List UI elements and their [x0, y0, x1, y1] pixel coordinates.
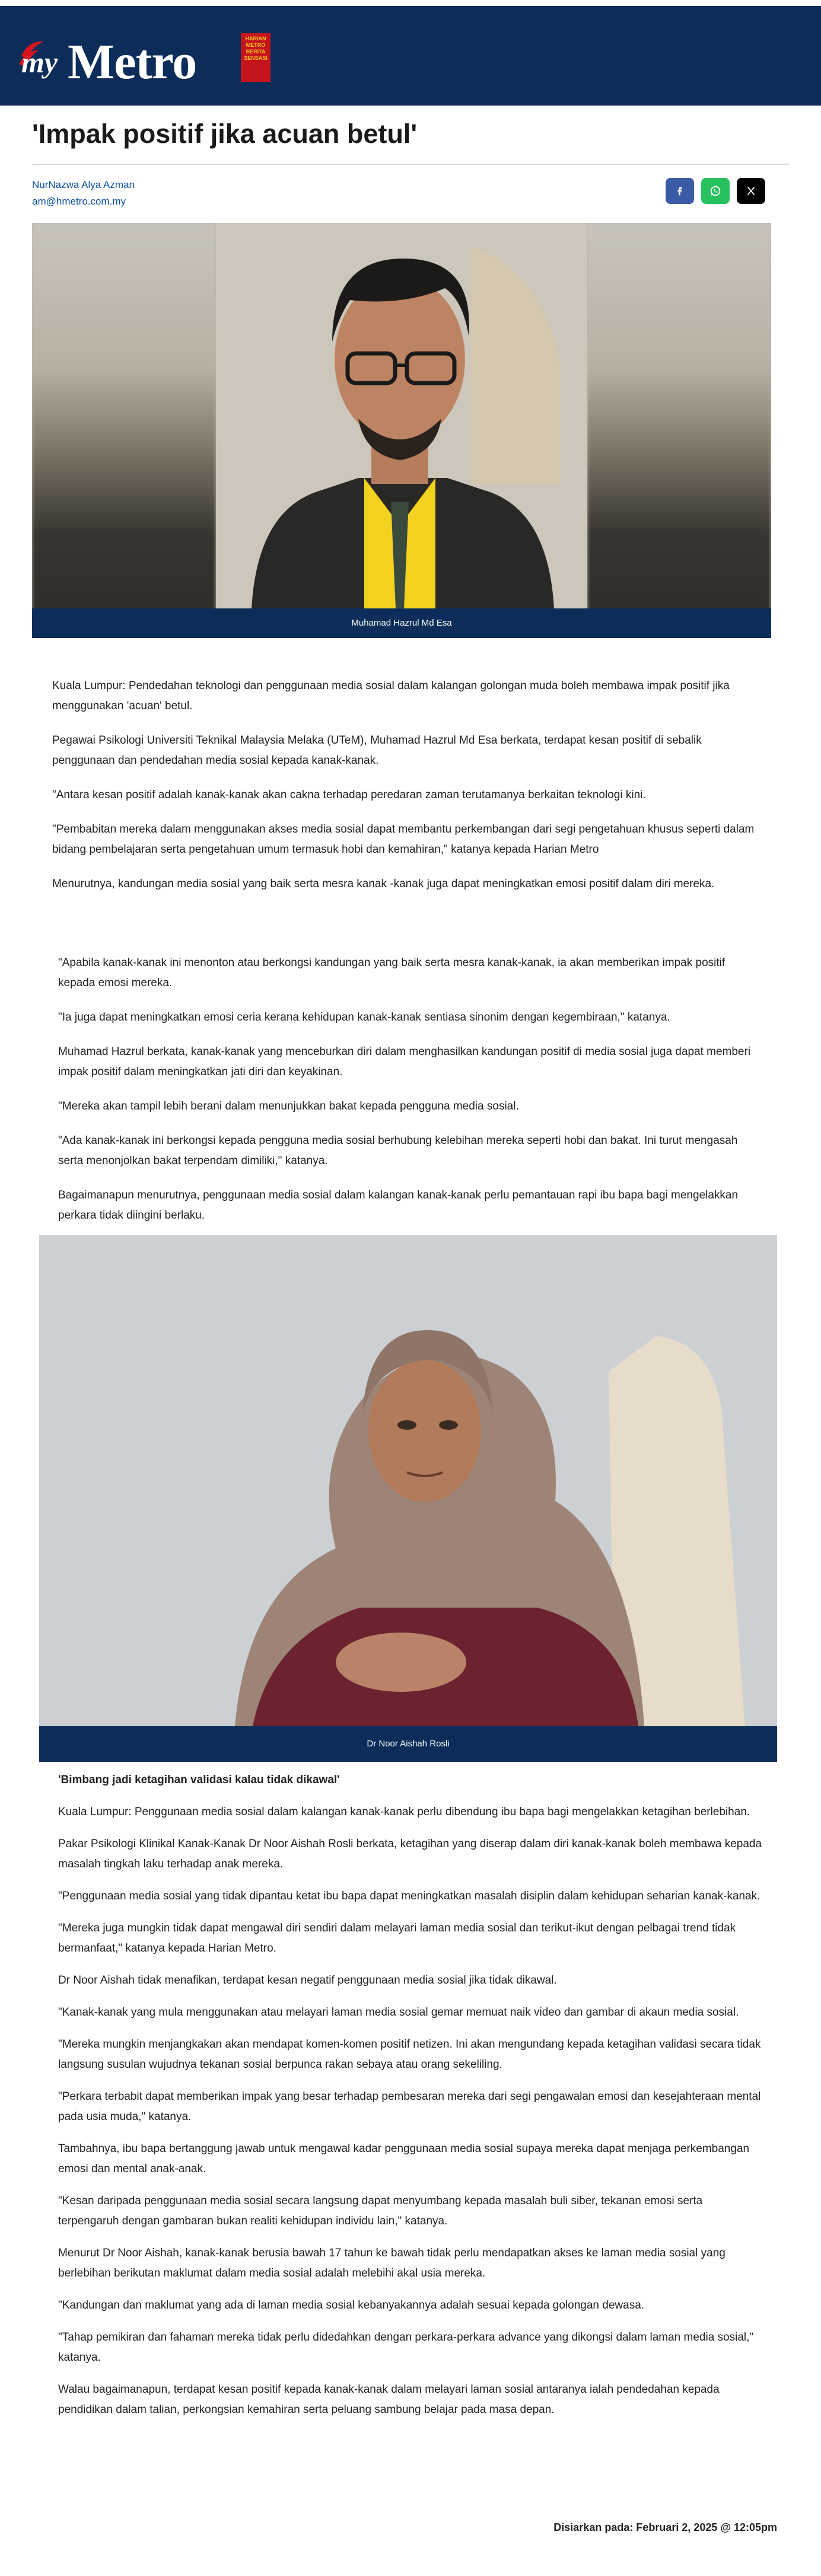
article-paragraph: "Kandungan dan maklumat yang ada di laman media sosial kebanyakannya adalah sesuai kepada golongan dewasa. [58, 2299, 645, 2312]
photo-caption: Dr Noor Aishah Rosli [39, 1726, 777, 1762]
author-link[interactable]: NurNazwa Alya Azman [32, 179, 135, 190]
article-paragraph: "Kanak-kanak yang mula menggunakan atau melayari laman media sosial gemar memuat naik video dan gambar di akaun media sosial. [58, 2006, 739, 2019]
facebook-icon [673, 184, 686, 197]
site-header [0, 6, 821, 106]
article-body-section-1 [52, 676, 758, 908]
article-paragraph: Kuala Lumpur: Penggunaan media sosial dalam kalangan kanak-kanak perlu dibendung ibu bapa bagi mengelakkan ketagihan berlebihan. [58, 1806, 750, 1818]
article-paragraph: Menurutnya, kandungan media sosial yang baik serta mesra kanak -kanak juga dapat meningkatkan emosi positif dalam diri mereka. [52, 878, 715, 890]
whatsapp-icon [709, 184, 722, 197]
site-logo[interactable] [21, 33, 271, 93]
article-body-section-3 [58, 1770, 764, 2432]
logo-metro-text: Metro [68, 34, 197, 90]
article-paragraph: "Kesan daripada penggunaan media sosial secara langsung dapat menyumbang kepada masalah buli siber, tekanan emosi serta terpengaruh dengan gambaran bukan realiti kehidupan individu lain," katanya. [58, 2195, 703, 2227]
logo-badge-line: SENSASI [244, 55, 268, 61]
article-paragraph: Menurut Dr Noor Aishah, kanak-kanak berusia bawah 17 tahun ke bawah tidak perlu mendapatkan akses ke laman media sosial yang berlebihan berikutan maklumat dalam media sosial adalah melebihi akal usia mereka. [58, 2247, 725, 2279]
logo-my-text: my [21, 46, 58, 79]
article-body-section-2 [58, 953, 764, 1240]
article-paragraph: "Ia juga dapat meningkatkan emosi ceria kerana kehidupan kanak-kanak sentiasa sinonim dengan kegembiraan," katanya. [58, 1011, 670, 1024]
article-paragraph: Pegawai Psikologi Universiti Teknikal Malaysia Melaka (UTeM), Muhamad Hazrul Md Esa berkata, terdapat kesan positif di sebalik penggunaan dan pendedahan media sosial kepada kanak-kanak. [52, 734, 702, 767]
portrait-man-image [216, 223, 587, 608]
article-paragraph: "Mereka akan tampil lebih berani dalam menunjukkan bakat kepada pengguna media sosial. [58, 1100, 519, 1112]
article-photo-hazrul [32, 223, 771, 638]
article-paragraph: "Perkara terbabit dapat memberikan impak yang besar terhadap pembesaran mereka dari segi pengawalan emosi dan kesejahteraan mental pada usia muda," katanya. [58, 2090, 761, 2123]
photo-blurred-right [587, 223, 771, 638]
published-date: Disiarkan pada: Februari 2, 2025 @ 12:05pm [553, 2521, 777, 2533]
photo-main [216, 223, 587, 638]
logo-badge [241, 33, 271, 82]
title-divider [32, 164, 789, 165]
article-paragraph: Bagaimanapun menurutnya, penggunaan media sosial dalam kalangan kanak-kanak perlu pemantauan rapi ibu bapa bagi mengelakkan perkara tidak diingini berlaku. [58, 1189, 739, 1222]
article-paragraph: "Tahap pemikiran dan fahaman mereka tidak perlu didedahkan dengan perkara-perkara advance yang dikongsi dalam laman media sosial," katanya. [58, 2331, 754, 2364]
article-paragraph: Tambahnya, ibu bapa bertanggung jawab untuk mengawal kadar penggunaan media sosial supaya mereka dapat menjaga perkembangan emosi dan mental anak-anak. [58, 2143, 750, 2175]
article-paragraph: Pakar Psikologi Klinikal Kanak-Kanak Dr Noor Aishah Rosli berkata, ketagihan yang diserap dalam diri kanak-kanak boleh membawa kepada masalah tingkah laku terhadap anak mereka. [58, 1838, 762, 1870]
article-paragraph: "Penggunaan media sosial yang tidak dipantau ketat ibu bapa dapat meningkatkan masalah disiplin dalam kehidupan seharian kanak-kanak. [58, 1890, 760, 1902]
section-heading: 'Bimbang jadi ketagihan validasi kalau tidak dikawal' [58, 1774, 340, 1786]
article-paragraph: Dr Noor Aishah tidak menafikan, terdapat kesan negatif penggunaan media sosial jika tidak dikawal. [58, 1974, 557, 1987]
photo-blurred-left [32, 223, 216, 638]
article-paragraph: "Mereka juga mungkin tidak dapat mengawal diri sendiri dalam melayari laman media sosial dan terikut-ikut dengan pelbagai trend tidak bermanfaat," katanya kepada Harian Metro. [58, 1922, 736, 1955]
article-paragraph: "Apabila kanak-kanak ini menonton atau berkongsi kandungan yang baik serta mesra kanak-kanak, ia akan memberikan impak positif kepada emosi mereka. [58, 957, 725, 989]
logo-badge-line: METRO [246, 42, 266, 48]
share-facebook-button[interactable] [666, 178, 694, 204]
author-email-link[interactable]: am@hmetro.com.my [32, 196, 126, 207]
article-paragraph: "Pembabitan mereka dalam menggunakan akses media sosial dapat membantu perkembangan dari segi pengetahuan khusus seperti dalam bidang pembelajaran serta pengetahuan umum termasuk hobi dan kemahiran," katanya kepada Harian Metro [52, 823, 755, 856]
logo-badge-line: BERITA [246, 49, 266, 55]
article-paragraph: "Mereka mungkin menjangkakan akan mendapat komen-komen positif netizen. Ini akan mengundang kepada ketagihan validasi secara tidak langsung susulan wujudnya tekanan sosial berpunca rakan sebaya atau orang sekeliling. [58, 2038, 761, 2071]
share-whatsapp-button[interactable] [701, 178, 730, 204]
logo-badge-line: HARIAN [245, 36, 266, 42]
share-x-button[interactable] [737, 178, 765, 204]
x-icon [744, 184, 758, 197]
portrait-woman-image [39, 1235, 777, 1726]
article-paragraph: "Antara kesan positif adalah kanak-kanak akan cakna terhadap peredaran zaman terutamanya berkaitan teknologi kini. [52, 789, 646, 801]
article-paragraph: Kuala Lumpur: Pendedahan teknologi dan penggunaan media sosial dalam kalangan golongan muda boleh membawa impak positif jika menggunakan 'acuan' betul. [52, 680, 730, 712]
article-title: 'Impak positif jika acuan betul' [32, 119, 418, 149]
article-paragraph: Muhamad Hazrul berkata, kanak-kanak yang menceburkan diri dalam menghasilkan kandungan positif di media sosial juga dapat memberi impak positif dalam meningkatkan jati diri dan keyakinan. [58, 1045, 751, 1078]
photo-caption: Muhamad Hazrul Md Esa [32, 608, 771, 638]
article-photo-noor-aishah [39, 1235, 777, 1762]
article-paragraph: Walau bagaimanapun, terdapat kesan positif kepada kanak-kanak dalam melayari laman sosial antaranya ialah pendedahan kepada pendidikan dalam talian, perkongsian kemahiran serta peluang sambung belajar pada masa depan. [58, 2383, 720, 2416]
article-paragraph: "Ada kanak-kanak ini berkongsi kepada pengguna media sosial berhubung kelebihan mereka seperti hobi dan bakat. Ini turut mengasah serta menonjolkan bakat terpendam dimiliki," katanya. [58, 1134, 738, 1167]
